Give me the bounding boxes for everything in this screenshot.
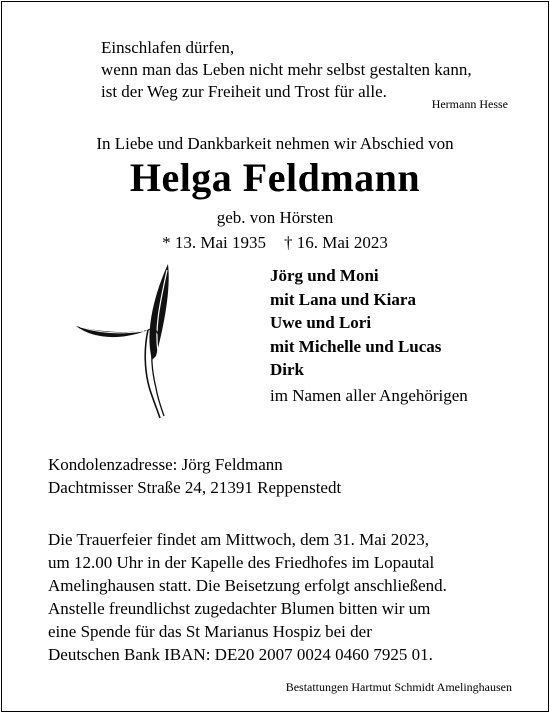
mourner-line: Dirk xyxy=(270,360,304,379)
birth-name: geb. von Hörsten xyxy=(216,208,334,227)
quote-author: Hermann Hesse xyxy=(431,97,508,111)
quote-line: ist der Weg zur Freiheit und Trost für alle. xyxy=(101,82,387,101)
condolence-line: Kondolenzadresse: Jörg Feldmann xyxy=(48,455,283,474)
intro-text: In Liebe und Dankbarkeit nehmen wir Abschied von xyxy=(96,134,454,153)
condolence-address xyxy=(48,453,341,499)
obituary-notice xyxy=(1,1,549,712)
ceremony-line: eine Spende für das St Marianus Hospiz bei der xyxy=(48,622,372,641)
ceremony-line: Anstelle freundlichst zugedachter Blumen bitten wir um xyxy=(48,599,431,618)
undertaker-credit: Bestattungen Hartmut Schmidt Amelinghausen xyxy=(285,680,512,694)
abstract-cross-figure-icon xyxy=(74,260,184,420)
mourner-line: mit Michelle und Lucas xyxy=(270,336,442,356)
life-dates xyxy=(2,233,548,253)
mourners-closing: im Namen aller Angehörigen xyxy=(270,385,468,405)
quote xyxy=(101,37,472,103)
birth-date: * 13. Mai 1935 xyxy=(162,233,266,252)
ceremony-details xyxy=(48,528,447,666)
quote-line: Einschlafen dürfen, xyxy=(101,38,235,57)
ceremony-line: Die Trauerfeier findet am Mittwoch, dem 31. Mai 2023, xyxy=(48,530,430,549)
quote-line: wenn man das Leben nicht mehr selbst gestalten kann, xyxy=(101,60,472,79)
ceremony-line: Amelinghausen statt. Die Beisetzung erfolgt anschließend. xyxy=(48,576,447,595)
death-date: † 16. Mai 2023 xyxy=(284,233,388,252)
condolence-line: Dachtmisser Straße 24, 21391 Reppenstedt xyxy=(48,478,342,497)
ceremony-line: Deutschen Bank IBAN: DE20 2007 0024 0460 7925 01. xyxy=(48,645,433,664)
ceremony-line: um 12.00 Uhr in der Kapelle des Friedhofes im Lopautal xyxy=(48,553,435,572)
mourner-line: mit Lana und Kiara xyxy=(270,289,416,309)
mourner-line: Jörg und Moni xyxy=(270,266,379,285)
mourner-line: Uwe und Lori xyxy=(270,313,372,332)
mourners-list xyxy=(270,264,468,407)
deceased-name: Helga Feldmann xyxy=(129,155,421,200)
